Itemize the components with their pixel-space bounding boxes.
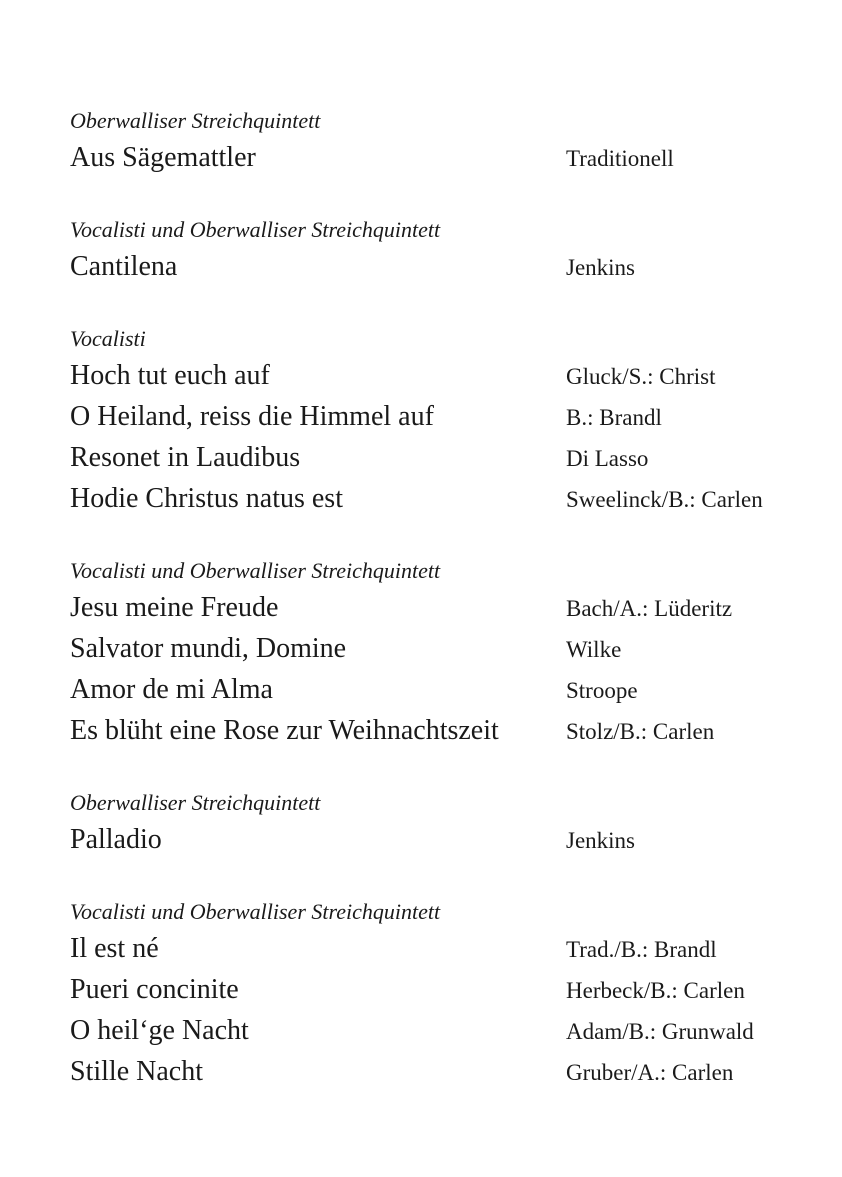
piece-composer: Herbeck/B.: Carlen (566, 978, 745, 1003)
program-row (70, 479, 802, 520)
ensemble-heading: Vocalisti und Oberwalliser Streichquintett (70, 899, 441, 924)
program-row (70, 1052, 802, 1093)
program-row (70, 356, 802, 397)
piece-title: Aus Sägemattler (70, 142, 256, 173)
piece-composer: Wilke (566, 637, 622, 662)
program-row (70, 711, 802, 752)
piece-composer: Jenkins (566, 255, 635, 280)
piece-composer: Jenkins (566, 828, 635, 853)
program-list (70, 103, 802, 1093)
program-group (70, 321, 802, 520)
piece-composer: Adam/B.: Grunwald (566, 1019, 754, 1044)
program-group (70, 785, 802, 861)
ensemble-heading: Vocalisti und Oberwalliser Streichquintett (70, 217, 441, 242)
piece-composer: Bach/A.: Lüderitz (566, 596, 733, 621)
program-row (70, 929, 802, 970)
piece-composer: Sweelinck/B.: Carlen (566, 487, 763, 512)
piece-composer: Di Lasso (566, 446, 649, 471)
program-row (70, 397, 802, 438)
program-row (70, 1011, 802, 1052)
ensemble-heading: Vocalisti und Oberwalliser Streichquintett (70, 558, 441, 583)
piece-title: Palladio (70, 824, 162, 855)
program-row (70, 670, 802, 711)
ensemble-heading: Oberwalliser Streichquintett (70, 108, 321, 133)
ensemble-heading: Vocalisti (70, 326, 146, 351)
piece-composer: Gluck/S.: Christ (566, 364, 716, 389)
program-row (70, 438, 802, 479)
piece-title: Pueri concinite (70, 974, 239, 1005)
piece-title: O heil‘ge Nacht (70, 1015, 249, 1046)
piece-composer: Gruber/A.: Carlen (566, 1060, 734, 1085)
piece-title: Cantilena (70, 251, 178, 282)
piece-title: Salvator mundi, Domine (70, 633, 347, 664)
piece-title: Jesu meine Freude (70, 592, 279, 623)
piece-title: Stille Nacht (70, 1056, 203, 1087)
piece-composer: B.: Brandl (566, 405, 662, 430)
program-row (70, 247, 802, 288)
piece-title: O Heiland, reiss die Himmel auf (70, 401, 434, 432)
piece-composer: Stolz/B.: Carlen (566, 719, 715, 744)
ensemble-heading: Oberwalliser Streichquintett (70, 790, 321, 815)
piece-title: Il est né (70, 933, 159, 964)
program-group (70, 553, 802, 752)
program-row (70, 588, 802, 629)
program-row (70, 970, 802, 1011)
program-group (70, 212, 802, 288)
program-row (70, 820, 802, 861)
piece-composer: Trad./B.: Brandl (566, 937, 717, 962)
program-row (70, 629, 802, 670)
program-group (70, 103, 802, 179)
piece-title: Hoch tut euch auf (70, 360, 270, 391)
piece-title: Resonet in Laudibus (70, 442, 301, 473)
program-row (70, 138, 802, 179)
piece-composer: Traditionell (566, 146, 674, 171)
program-group (70, 894, 802, 1093)
piece-title: Amor de mi Alma (70, 674, 273, 705)
piece-composer: Stroope (566, 678, 638, 703)
piece-title: Hodie Christus natus est (70, 483, 343, 514)
piece-title: Es blüht eine Rose zur Weihnachtszeit (70, 715, 499, 746)
